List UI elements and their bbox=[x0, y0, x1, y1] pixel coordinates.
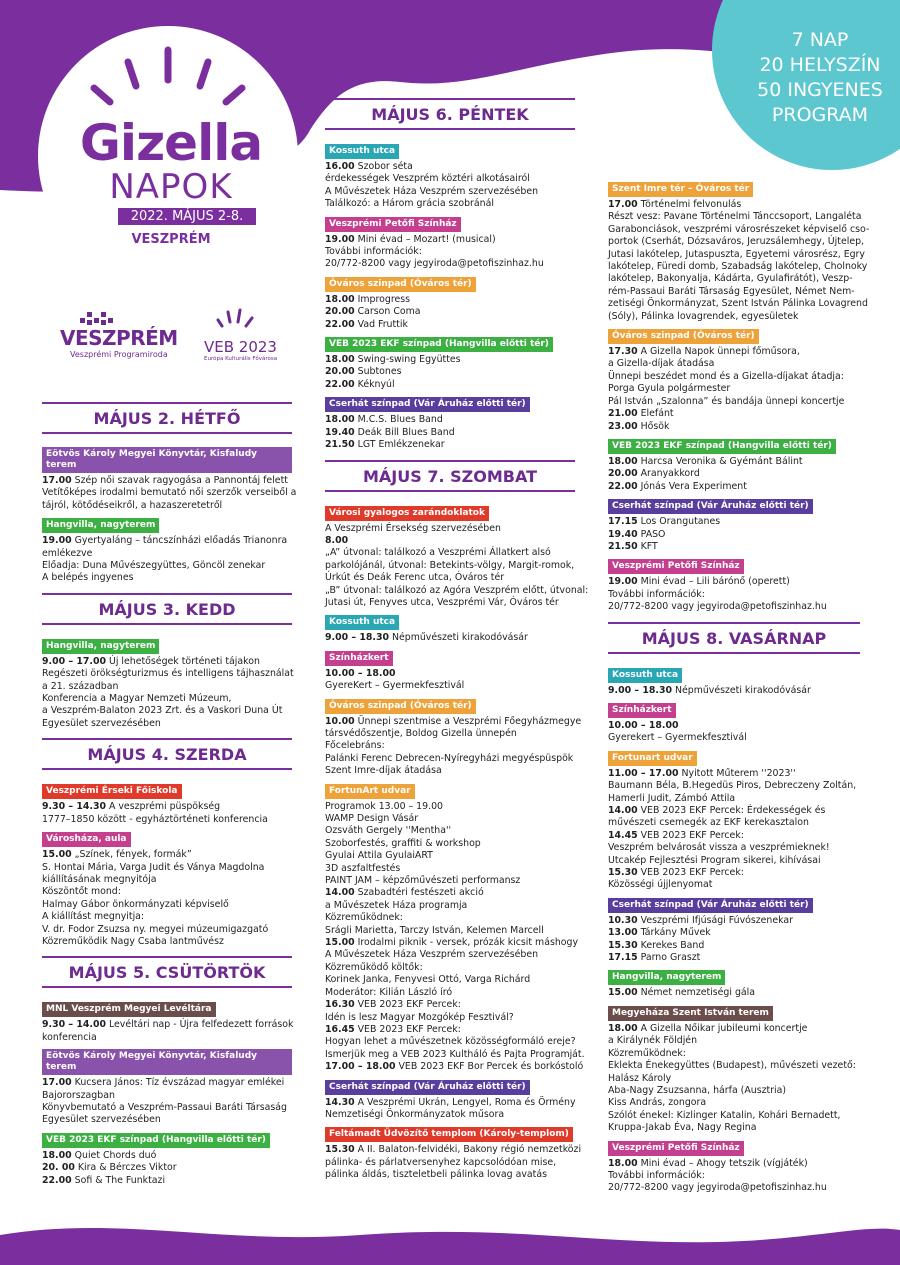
event-line: a Királynék Földjén bbox=[608, 1035, 698, 1047]
event-details bbox=[325, 668, 575, 693]
event-line: 18.00 Quiet Chords duó bbox=[42, 1149, 157, 1161]
event-line: Garabonciások, veszprémi városrészeket képviselő cso- bbox=[608, 223, 870, 235]
event-line: a Gizella-díjak átadása bbox=[608, 358, 715, 370]
event-line: 20. 00 Kira & Bérczes Viktor bbox=[42, 1162, 177, 1174]
venue-label: Hangvilla, nagyterem bbox=[42, 639, 159, 654]
event-line: Halmay Gábor önkormányzati képviselő bbox=[42, 898, 229, 910]
event-line: 9.00 – 17.00 Új lehetőségek történeti tájakon bbox=[42, 655, 260, 667]
venue-row bbox=[42, 826, 292, 849]
event-details bbox=[608, 720, 860, 745]
event-line: 16.00 Szobor séta bbox=[325, 161, 413, 172]
event-line: Halász Károly bbox=[608, 1072, 672, 1084]
sun-rays-icon bbox=[88, 36, 248, 116]
venue-label: Hangvilla, nagyterem bbox=[608, 970, 725, 985]
venue-row bbox=[325, 331, 575, 354]
venue-row bbox=[42, 633, 292, 656]
event-line: S. Hontai Mária, Varga Judit és Ványa Magdolna bbox=[42, 861, 265, 873]
event-line: Egyesület szervezésében bbox=[42, 717, 161, 729]
event-details bbox=[608, 768, 860, 892]
event-line: Jutasi lakótelep, Jutaspuszta, Egyetemi városrész, Egry bbox=[608, 248, 865, 260]
venue-row bbox=[608, 1000, 860, 1023]
event-line: 10.00 Ünnepi szentmise a Veszprémi Főegyházmegye bbox=[325, 715, 582, 727]
event-line: 3D aszfaltfestés bbox=[325, 862, 401, 874]
event-line: 8.00 bbox=[325, 534, 349, 546]
event-line: 17.00 Szép női szavak ragyogása a Pannontáj felett bbox=[42, 475, 288, 486]
event-line: V. dr. Fodor Zsuzsa ny. megyei múzeumigazgató bbox=[42, 923, 269, 935]
badge-line: 7 NAP bbox=[791, 29, 849, 51]
event-line: 17.15 Parno Graszt bbox=[608, 952, 701, 964]
event-line: pálinka áldás, tiszteletbeli pálinka lovag avatás bbox=[325, 1169, 547, 1181]
event-line: 17.00 Történelmi felvonulás bbox=[608, 199, 742, 210]
event-line: Jutasi út, Fenyves utca, Veszprémi Vár, Óváros tér bbox=[325, 596, 559, 608]
event-line: PAINT JAM – képzőművészeti performansz bbox=[325, 875, 521, 887]
event-line: A Művészetek Háza Veszprém szervezésében bbox=[325, 185, 539, 197]
veszprem-logo-sub: Veszprémi Programiroda bbox=[70, 350, 168, 359]
event-details bbox=[42, 849, 292, 948]
venue-label: Óváros szinpad (Óváros tér) bbox=[608, 329, 759, 344]
event-line: 14.45 VEB 2023 EKF Percek: bbox=[608, 829, 744, 841]
section-gap bbox=[42, 585, 292, 593]
event-line: 15.30 A II. Balaton-felvidéki, Bakony régió nemzetközi bbox=[325, 1144, 582, 1156]
event-line: 21.50 LGT Emlékzenekar bbox=[325, 439, 445, 451]
event-line: Baumann Béla, B.Hegedüs Piros, Debreczeny Zoltán, bbox=[608, 780, 857, 792]
venue-label: VEB 2023 EKF színpad (Hangvilla előtti tér) bbox=[325, 337, 553, 352]
venue-row bbox=[325, 1074, 575, 1097]
event-line: 16.45 VEB 2023 EKF Percek: bbox=[325, 1023, 461, 1035]
venue-label: MNL Veszprém Megyei Levéltára bbox=[42, 1002, 216, 1017]
event-line: Részt vesz: Pavane Történelmi Tánccsoport, Langaléta bbox=[608, 211, 862, 223]
event-line: 22.00 Kéknyúl bbox=[325, 378, 395, 390]
logo-title: Gizella bbox=[79, 114, 263, 172]
event-line: Gyulai Attila GyulaiART bbox=[325, 850, 433, 862]
venue-label: Kossuth utca bbox=[325, 615, 399, 630]
event-line: 18.00 Improgress bbox=[325, 293, 411, 305]
venue-label: Feltámadt Üdvözítő templom (Károly-templom) bbox=[325, 1127, 573, 1142]
event-line: 18.00 M.C.S. Blues Band bbox=[325, 414, 443, 426]
venue-label: Szent Imre tér – Óváros tér bbox=[608, 182, 753, 197]
venue-label: Cserhát színpad (Vár Áruház előtti tér) bbox=[608, 499, 813, 514]
event-details bbox=[608, 456, 860, 493]
event-line: A belépés ingyenes bbox=[42, 572, 134, 584]
logo-subtitle: NAPOK bbox=[109, 167, 233, 207]
event-details bbox=[325, 715, 582, 778]
event-details bbox=[42, 1077, 292, 1127]
event-line: emlékezve bbox=[42, 547, 93, 559]
event-line: 19.00 Gyertyaláng – táncszínházi előadás Trianonra bbox=[42, 535, 288, 547]
event-line: 23.00 Hősök bbox=[608, 420, 670, 432]
event-line: 20/772-8200 vagy jegyiroda@petofiszinhaz.hu bbox=[325, 258, 544, 270]
venue-label: Veszprémi Petőfi Színház bbox=[608, 559, 744, 574]
event-line: Aba-Nagy Zsuzsanna, hárfa (Ausztria) bbox=[608, 1084, 787, 1096]
venue-row bbox=[325, 778, 575, 801]
event-line: 9.30 – 14.30 A veszprémi püspökség bbox=[42, 801, 221, 813]
venue-label: Cserhát színpad (Vár Áruház előtti tér) bbox=[608, 898, 813, 913]
event-line: Kruppa-Jakab Éva, Nagy Regina bbox=[608, 1122, 757, 1134]
event-line: 17.00 Kucsera János: Tíz évszázad magyar emlékei bbox=[42, 1077, 285, 1089]
badge-line: PROGRAM bbox=[771, 104, 869, 126]
section-gap bbox=[42, 730, 292, 738]
event-line: 1777–1850 között - egyháztörténeti konferencia bbox=[42, 813, 268, 825]
event-details bbox=[325, 1097, 575, 1122]
event-line: További információk: bbox=[325, 246, 422, 258]
event-line: 22.00 Jónás Vera Experiment bbox=[608, 480, 747, 492]
event-line: További információk: bbox=[608, 1169, 705, 1181]
event-line: 16.30 VEB 2023 EKF Percek: bbox=[325, 999, 461, 1011]
event-line: 15.00 „Színek, fények, formák” bbox=[42, 849, 192, 861]
day-heading: MÁJUS 4. SZERDA bbox=[42, 738, 292, 770]
event-line: Ismerjük meg a VEB 2023 Kultháló és Pajta Programját. bbox=[325, 1048, 585, 1060]
event-line: 18.00 Harcsa Veronika & Gyémánt Bálint bbox=[608, 455, 803, 467]
event-details bbox=[325, 161, 575, 211]
event-line: 21.50 KFT bbox=[608, 540, 658, 552]
event-line: tájról, kötődéseikről, a hazaszeretetről bbox=[42, 499, 223, 511]
event-details bbox=[325, 632, 575, 644]
day-heading: MÁJUS 2. HÉTFŐ bbox=[42, 402, 292, 434]
event-line: művészeti csemegék az EKF kerekasztalon bbox=[608, 817, 809, 829]
event-line: Szent Imre-díjak átadása bbox=[325, 765, 442, 777]
venue-label: Fortunart udvar bbox=[608, 751, 697, 766]
venue-label: Kossuth utca bbox=[608, 668, 682, 683]
event-details bbox=[325, 800, 585, 1074]
event-line: lakótelep, Bakonyalja, Kádárta, Gyulafirátót), Veszp- bbox=[608, 273, 853, 285]
venue-label: Veszprémi Petőfi Színház bbox=[608, 1141, 744, 1156]
event-line: a Művészetek Háza programja bbox=[325, 899, 468, 911]
venue-row bbox=[608, 662, 860, 685]
event-line: 10.00 – 18.00 bbox=[325, 667, 396, 679]
section-gap bbox=[42, 948, 292, 956]
venue-row bbox=[608, 176, 860, 199]
section-gap bbox=[608, 614, 860, 622]
venue-row bbox=[42, 1127, 292, 1150]
program-column-1 bbox=[42, 402, 297, 1187]
event-line: Kiss András, zongora bbox=[608, 1097, 707, 1109]
event-details bbox=[42, 1150, 292, 1187]
day-heading: MÁJUS 7. SZOMBAT bbox=[325, 460, 575, 492]
event-line: Porga Gyula polgármester bbox=[608, 383, 731, 395]
event-details bbox=[608, 915, 860, 965]
venue-label: Cserhát színpad (Vár Áruház előtti tér) bbox=[325, 1080, 530, 1095]
event-line: Ünnepi beszédet mond és a Gizella-díjakat átadja: bbox=[608, 370, 844, 382]
event-line: Gyerekert – Gyermekfesztivál bbox=[608, 732, 747, 744]
sponsor-logos bbox=[56, 308, 296, 368]
event-line: Utcakép Fejlesztési Program sikerei, kihívásai bbox=[608, 854, 821, 866]
event-line: A Művészetek Háza Veszprém szervezésében bbox=[325, 949, 539, 961]
venue-label: Kossuth utca bbox=[325, 144, 399, 159]
venue-label: Óváros szinpad (Óváros tér) bbox=[325, 699, 476, 714]
venue-row bbox=[608, 745, 860, 768]
event-details bbox=[325, 414, 575, 451]
veszprem-logo-text: VESZPRÉM bbox=[60, 326, 178, 350]
event-line: Srágli Marietta, Tarczy István, Kelemen Marcell bbox=[325, 924, 544, 936]
event-line: 17.30 A Gizella Napok ünnepi főműsora, bbox=[608, 346, 800, 358]
event-details bbox=[608, 516, 860, 553]
event-line: 13.00 Tárkány Művek bbox=[608, 927, 711, 939]
veb-rays-icon bbox=[216, 306, 256, 330]
event-line: (Sóly), Pálinka lovagrendek, egyesületek bbox=[608, 310, 799, 322]
event-line: 22.00 Vad Fruttik bbox=[325, 318, 408, 330]
event-line: 21.00 Elefánt bbox=[608, 408, 674, 420]
event-line: Úrkút és Deák Ferenc utca, Óváros tér bbox=[325, 572, 505, 584]
event-line: „A” útvonal: találkozó a Veszprémi Állatkert alsó bbox=[325, 547, 551, 559]
event-line: zetiségi Önkormányzat, Szent István Pálinka Lovagrend bbox=[608, 298, 868, 310]
venue-row bbox=[325, 1121, 575, 1144]
event-line: 20.00 Subtones bbox=[325, 366, 402, 378]
venue-row bbox=[325, 645, 575, 668]
event-details bbox=[325, 522, 589, 610]
venue-row bbox=[608, 433, 860, 456]
venue-row bbox=[42, 778, 292, 801]
event-line: Ozsváth Gergely ''Mentha'' bbox=[325, 825, 452, 837]
event-line: Regészeti örökségturizmus és intelligens tájhasználat bbox=[42, 668, 294, 680]
venue-label: Eötvös Károly Megyei Könyvtár, Kisfaludy terem bbox=[42, 1049, 292, 1075]
event-line: Szólót énekel: Kizlinger Katalin, Kohári Bernadett, bbox=[608, 1109, 841, 1121]
event-line: Főcelebráns: bbox=[325, 740, 385, 752]
event-details bbox=[42, 801, 292, 826]
venue-label: Megyeháza Szent István terem bbox=[608, 1006, 773, 1021]
event-line: Hamerli Judit, Zámbó Attila bbox=[608, 792, 736, 804]
event-line: Idén is lesz Magyar Mozgókép Fesztivál? bbox=[325, 1011, 514, 1023]
event-line: 19.00 Mini évad – Mozart! (musical) bbox=[325, 233, 496, 245]
venue-row bbox=[325, 609, 575, 632]
event-line: 9.30 – 14.00 Levéltári nap - Újra felfedezett források bbox=[42, 1019, 294, 1031]
event-line: Konferencia a Magyar Nemzeti Múzeum, bbox=[42, 693, 232, 705]
event-line: 18.00 Swing-swing Együttes bbox=[325, 354, 461, 366]
purple-footer-wave bbox=[0, 1195, 900, 1265]
venue-label: VEB 2023 EKF színpad (Hangvilla előtti tér) bbox=[608, 439, 836, 454]
event-line: 22.00 Sofi & The Funktazi bbox=[42, 1174, 166, 1186]
event-line: Szoborfestés, graffiti & workshop bbox=[325, 837, 481, 849]
section-gap bbox=[325, 452, 575, 460]
event-details bbox=[608, 987, 860, 999]
day-heading: MÁJUS 6. PÉNTEK bbox=[325, 98, 575, 130]
venue-row bbox=[608, 323, 860, 346]
badge-line: 50 INGYENES bbox=[757, 79, 883, 101]
venue-label: Városi gyalogos zarándoklatok bbox=[325, 506, 489, 521]
event-details bbox=[608, 346, 860, 433]
event-line: Korinek Janka, Fenyvesi Ottó, Varga Richárd bbox=[325, 974, 531, 986]
event-line: További információk: bbox=[608, 588, 705, 600]
event-line: Közreműködik Nagy Csaba lantművész bbox=[42, 935, 224, 947]
event-line: 20/772-8200 vagy jegyiroda@petofiszinhaz.hu bbox=[608, 1182, 827, 1194]
event-details bbox=[608, 576, 860, 613]
event-line: 17.00 – 18.00 VEB 2023 EKF Bor Percek és borkóstoló bbox=[325, 1061, 584, 1073]
venue-label: Veszprémi Érseki Főiskola bbox=[42, 784, 182, 799]
event-line: lakótelep, Füredi domb, Szabadság lakótelep, Cholnoky bbox=[608, 261, 868, 273]
event-details bbox=[42, 535, 292, 585]
event-line: pálinka- és párlatversenyhez kapcsolódóan mise, bbox=[325, 1156, 557, 1168]
event-line: 15.30 VEB 2023 EKF Percek: bbox=[608, 867, 744, 879]
event-line: 10.30 Veszprémi Ifjúsági Fúvószenekar bbox=[608, 914, 794, 926]
event-line: 20.00 Aranyakkord bbox=[608, 468, 700, 480]
venue-row bbox=[42, 996, 292, 1019]
venue-row bbox=[325, 211, 575, 234]
venue-row bbox=[608, 553, 860, 576]
logo-date: 2022. MÁJUS 2-8. bbox=[118, 208, 256, 225]
venue-label: Színházkert bbox=[325, 651, 393, 666]
event-details bbox=[42, 656, 292, 730]
venue-row bbox=[42, 512, 292, 535]
venue-row bbox=[325, 271, 575, 294]
venue-label: Cserhát színpad (Vár Áruház előtti tér) bbox=[325, 397, 530, 412]
venue-label: FortunArt udvar bbox=[325, 784, 415, 799]
event-line: Közreműködő költők: bbox=[325, 961, 423, 973]
veb-logo-sub: Európa Kulturális Fővárosa bbox=[204, 356, 278, 362]
event-line: Vetítőképes irodalmi bemutató női szerzők verseiből a bbox=[42, 487, 297, 499]
event-line: 19.40 Deák Bill Blues Band bbox=[325, 426, 455, 438]
veb-logo-text: VEB 2023 bbox=[204, 338, 277, 356]
event-line: 20.00 Carson Coma bbox=[325, 306, 421, 318]
event-line: A Veszprémi Érsekség szervezésében bbox=[325, 522, 501, 534]
event-line: Közösségi újjlenyomat bbox=[608, 879, 713, 891]
event-line: 14.30 A Veszprémi Ukrán, Lengyel, Roma és Örmény bbox=[325, 1096, 576, 1108]
event-line: 11.00 – 17.00 Nyitott Műterem ''2023'' bbox=[608, 767, 796, 779]
venue-row bbox=[325, 693, 575, 716]
event-line: Bajororszagban bbox=[42, 1089, 115, 1101]
event-line: Moderátor: Kilián László író bbox=[325, 986, 453, 998]
event-line: a 21. században bbox=[42, 680, 119, 692]
event-line: Nemzetiségi Önkormányzatok műsora bbox=[325, 1108, 505, 1120]
venue-label: Hangvilla, nagyterem bbox=[42, 518, 159, 533]
event-line: 18.00 A Gizella Nőikar jubileumi koncertje bbox=[608, 1022, 808, 1034]
event-line: WAMP Design Vásár bbox=[325, 813, 419, 824]
event-details bbox=[608, 1158, 860, 1195]
badge-line: 20 HELYSZÍN bbox=[759, 54, 881, 76]
event-line: Egyesület szervezésében bbox=[42, 1114, 161, 1126]
event-line: konferencia bbox=[42, 1031, 97, 1043]
event-line: Könyvbemutató a Veszprém-Passaui Baráti Társaság bbox=[42, 1101, 287, 1113]
event-line: portok (Cserhát, Dózsaváros, Jeruzsálemhegy, Újtelep, bbox=[608, 236, 865, 248]
event-line: 19.40 PASO bbox=[608, 528, 666, 540]
event-line: 15.30 Kerekes Band bbox=[608, 939, 705, 951]
event-line: parkolójánál, útvonal: Betekints-völgy, Margit-romok, bbox=[325, 559, 575, 571]
badge-text bbox=[740, 28, 900, 128]
veszprem-crown-icon bbox=[80, 310, 116, 326]
venue-label: Városháza, aula bbox=[42, 832, 131, 847]
venue-row bbox=[325, 391, 575, 414]
venue-label: VEB 2023 EKF színpad (Hangvilla előtti tér) bbox=[42, 1133, 270, 1148]
event-line: Közreműködnek: bbox=[325, 912, 403, 924]
event-line: 9.00 – 18.30 Népművészeti kirakodóvásár bbox=[325, 632, 528, 644]
venue-row bbox=[325, 138, 575, 161]
event-line: 14.00 VEB 2023 EKF Percek: Érdekességek és bbox=[608, 805, 826, 816]
event-line: kiállításának megnyitója bbox=[42, 873, 157, 885]
event-line: Palánki Ferenc Debrecen-Nyíregyházi megyéspüspök bbox=[325, 752, 574, 764]
venue-label: Veszprémi Petőfi Színház bbox=[325, 217, 461, 232]
event-details bbox=[42, 1019, 292, 1044]
venue-row bbox=[608, 892, 860, 915]
event-line: rém-Passaui Baráti Társaság Egyesület, Német Nem- bbox=[608, 285, 855, 297]
event-line: „B” útvonal: találkozó az Agóra Veszprém előtt, útvonal: bbox=[325, 584, 589, 596]
venue-label: Óváros szinpad (Óváros tér) bbox=[325, 277, 476, 292]
event-line: 15.00 Német nemzetiségi gála bbox=[608, 987, 756, 999]
event-details bbox=[608, 685, 860, 697]
event-details bbox=[42, 475, 297, 512]
event-line: A kiállítást megnyitja: bbox=[42, 911, 145, 923]
venue-row bbox=[42, 1044, 292, 1077]
event-line: társvédőszentje, Boldog Gizella ünnepén bbox=[325, 727, 517, 739]
program-column-3 bbox=[608, 176, 870, 1195]
venue-row bbox=[325, 500, 575, 523]
venue-row bbox=[608, 697, 860, 720]
venue-row bbox=[608, 1135, 860, 1158]
event-line: 17.15 Los Orangutanes bbox=[608, 516, 721, 528]
venue-row bbox=[608, 964, 860, 987]
event-details bbox=[325, 354, 575, 391]
event-line: a Veszprém-Balaton 2023 Zrt. és a Vaskori Duna Út bbox=[42, 705, 283, 717]
day-heading: MÁJUS 5. CSÜTÖRTÖK bbox=[42, 956, 292, 988]
day-heading: MÁJUS 3. KEDD bbox=[42, 593, 292, 625]
event-line: GyereKert – Gyermekfesztivál bbox=[325, 680, 465, 692]
venue-label: Színházkert bbox=[608, 703, 676, 718]
event-line: 20/772-8200 vagy jegyiroda@petofiszinhaz.hu bbox=[608, 601, 827, 613]
event-details bbox=[325, 234, 575, 271]
event-line: 18.00 Mini évad – Ahogy tetszik (vígjáték) bbox=[608, 1157, 808, 1169]
event-line: Előadja: Duna Művészegyüttes, Göncöl zenekar bbox=[42, 560, 266, 572]
event-line: Köszöntőt mond: bbox=[42, 886, 121, 898]
event-line: Eklekta Énekegyüttes (Budapest), művészeti vezető: bbox=[608, 1060, 856, 1072]
event-line: 15.00 Irodalmi piknik - versek, prózák kicsit máshogy bbox=[325, 937, 578, 949]
event-line: Veszprém belvárosát vissza a veszprémieknek! bbox=[608, 842, 830, 854]
event-details bbox=[608, 199, 870, 323]
event-details bbox=[325, 1144, 582, 1181]
day-heading: MÁJUS 8. VASÁRNAP bbox=[608, 622, 860, 654]
event-line: Hogyan lehet a művészetnek közösségformáló ereje? bbox=[325, 1036, 576, 1048]
event-line: érdekességek Veszprém köztéri alkotásairól bbox=[325, 173, 530, 185]
event-details bbox=[608, 1023, 860, 1135]
event-line: Programok 13.00 – 19.00 bbox=[325, 800, 444, 812]
program-column-2 bbox=[325, 98, 589, 1182]
event-line: Közreműködnek: bbox=[608, 1047, 686, 1059]
event-line: 14.00 Szabadtéri festészeti akció bbox=[325, 887, 484, 899]
event-line: 19.00 Mini évad – Lili bárónő (operett) bbox=[608, 576, 790, 588]
venue-row bbox=[608, 493, 860, 516]
event-line: Pál István „Szalonna” és bandája ünnepi koncertje bbox=[608, 395, 845, 407]
event-details bbox=[325, 294, 575, 331]
event-line: 9.00 – 18.30 Népművészeti kirakodóvásár bbox=[608, 684, 811, 696]
event-line: 10.00 – 18.00 bbox=[608, 719, 679, 731]
venue-row bbox=[42, 442, 292, 475]
logo-city: VESZPRÉM bbox=[131, 232, 211, 247]
venue-label: Eötvös Károly Megyei Könyvtár, Kisfaludy terem bbox=[42, 447, 292, 473]
event-line: Találkozó: a Három grácia szobránál bbox=[325, 198, 494, 210]
